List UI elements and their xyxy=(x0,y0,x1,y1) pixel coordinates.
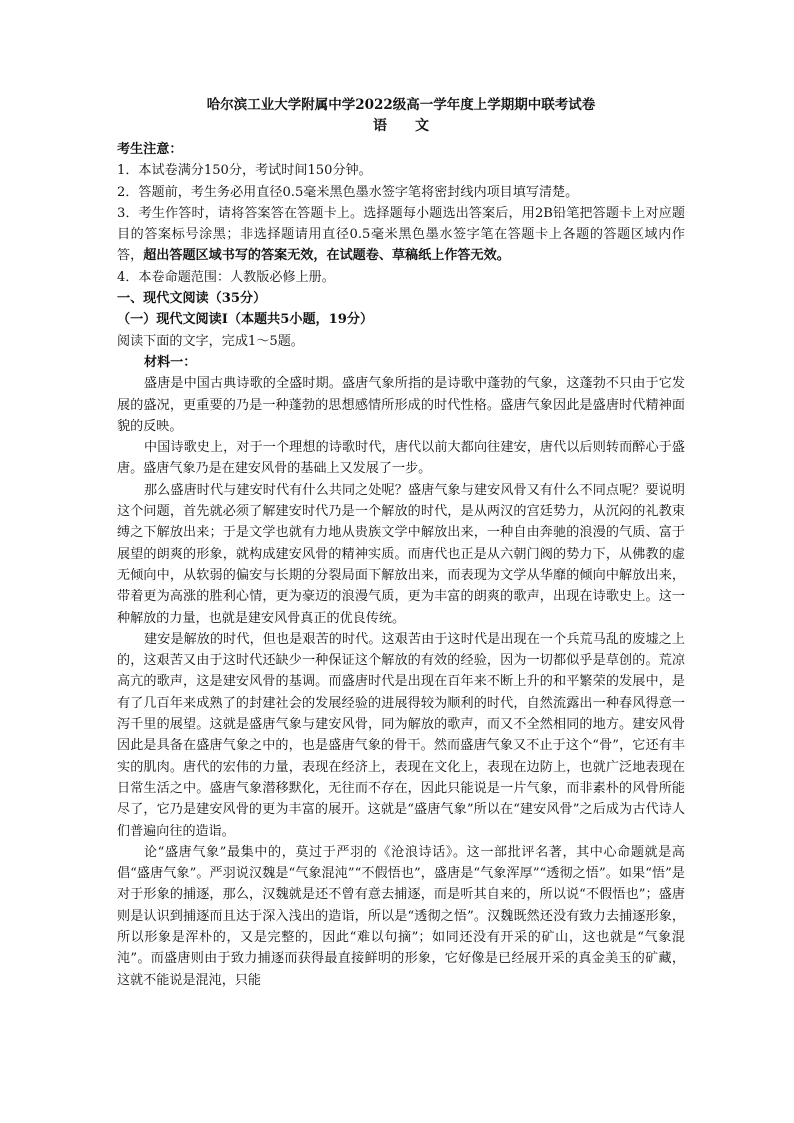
exam-page xyxy=(117,92,685,991)
notice-item-3 xyxy=(117,203,685,267)
subject-title: 语文 xyxy=(373,118,457,134)
passage-paragraph-4: 建安是解放的时代，但也是艰苦的时代。这艰苦由于这时代是出现在一个兵荒马乱的废墟之上的，这艰苦又由于这时代还缺少一种保证这个解放的有效的经验，因为一切都似乎是草创的。荒凉高亢的歌声，这是建安风骨的基调。而盛唐时代是出现在百年来不断上升的和平繁荣的发展中，是有了几百年来成熟了的封建社会的发展经验的进展得较为顺利的时代，自然流露出一种春风得意一泻千里的展望。这就是盛唐气象与建安风骨，同为解放的歌声，而又不全然相同的地方。建安风骨因此是具备在盛唐气象之中的，也是盛唐气象的骨干。然而盛唐气象又不止于这个“骨”，它还有丰实的肌肉。唐代的宏伟的力量，表现在经济上，表现在文化上，表现在边防上，也就广泛地表现在日常生活之中。盛唐气象潜移默化，无往而不存在，因此只能说是一片气象，而非素朴的风骨所能尽了，它乃是建安风骨的更为丰富的展开。这就是“盛唐气象”所以在“建安风骨”之后成为古代诗人们普遍向往的造诣。 xyxy=(117,631,685,839)
notice-item-4: 4．本卷命题范围：人教版必修上册。 xyxy=(117,269,335,285)
notice-item-3-emphasis: 超出答题区域书写的答案无效，在试题卷、草稿纸上作答无效。 xyxy=(143,248,510,264)
notice-item-1: 1．本试卷满分150分，考试时间150分钟。 xyxy=(117,163,372,179)
reading-instruction: 阅读下面的文字，完成1～5题。 xyxy=(117,333,304,349)
passage-paragraph-2: 中国诗歌史上，对于一个理想的诗歌时代，唐代以前大都向往建安，唐代以后则转而醉心于盛唐。盛唐气象乃是在建安风骨的基础上又发展了一步。 xyxy=(117,440,685,477)
notice-item-3-text: 3．考生作答时，请将答案答在答题卡上。选择题每小题选出答案后，用2B铅笔把答题卡上对应题目的答案标号涂黑；非选择题请用直径0.5毫米黑色墨水签字笔在答题卡上各题的答题区域内作答， xyxy=(117,205,685,264)
notice-item-2: 2．答题前，考生务必用直径0.5毫米黑色墨水签字笔将密封线内项目填写清楚。 xyxy=(117,184,579,200)
section-heading: 一、现代文阅读（35分） xyxy=(117,291,267,307)
material-label: 材料一： xyxy=(144,354,197,370)
sub-section-heading: （一）现代文阅读Ⅰ（本题共5小题，19分） xyxy=(117,312,374,328)
passage-paragraph-3: 那么盛唐时代与建安时代有什么共同之处呢？盛唐气象与建安风骨又有什么不同点呢？要说明这个问题，首先就必须了解建安时代乃是一个解放的时代，是从两汉的宫廷势力，从沉闷的礼教束缚之下解放出来；于是文学也就有力地从贵族文学中解放出来，一种自由奔驰的浪漫的气质、富于展望的朗爽的形象，就构成建安风骨的精神实质。而唐代也正是从六朝门阀的势力下，从佛教的虚无倾向中，从软弱的偏安与长期的分裂局面下解放出来，而表现为文学从华靡的倾向中解放出来，带着更为高涨的胜利心情，更为豪迈的浪漫气质，更为丰富的朗爽的歌声，出现在诗歌史上。这一种解放的力量，也就是建安风骨真正的优良传统。 xyxy=(117,482,685,626)
passage-paragraph-5: 论“盛唐气象”最集中的，莫过于严羽的《沧浪诗话》。这一部批评名著，其中心命题就是高倡“盛唐气象”。严羽说汉魏是“气象混沌”“不假悟也”，盛唐是“气象浑厚”“透彻之悟”。如果“悟”是对于形象的捕逐，那么，汉魏就是还不曾有意去捕逐，而是听其自来的，所以说“不假悟也”；盛唐则是认识到捕逐而且达于深入浅出的造诣，所以是“透彻之悟”。汉魏既然还没有致力去捕逐形象，所以形象是浑朴的，又是完整的，因此“难以句摘”；如同还没有开采的矿山，这也就是“气象混沌”。而盛唐则由于致力捕逐而获得最直接鲜明的形象，它好像是已经展开采的真金美玉的矿藏，这就不能说是混沌，只能 xyxy=(117,844,685,988)
notice-heading: 考生注意： xyxy=(117,142,183,157)
exam-title: 哈尔滨工业大学附属中学2022级高一学年度上学期期中联考试卷 xyxy=(206,97,596,113)
passage-paragraph-1: 盛唐是中国古典诗歌的全盛时期。盛唐气象所指的是诗歌中蓬勃的气象，这蓬勃不只由于它发展的盛况，更重要的乃是一种蓬勃的思想感情所形成的时代性格。盛唐气象因此是盛唐时代精神面貌的反映。 xyxy=(117,376,685,434)
candidate-notice xyxy=(117,139,685,288)
